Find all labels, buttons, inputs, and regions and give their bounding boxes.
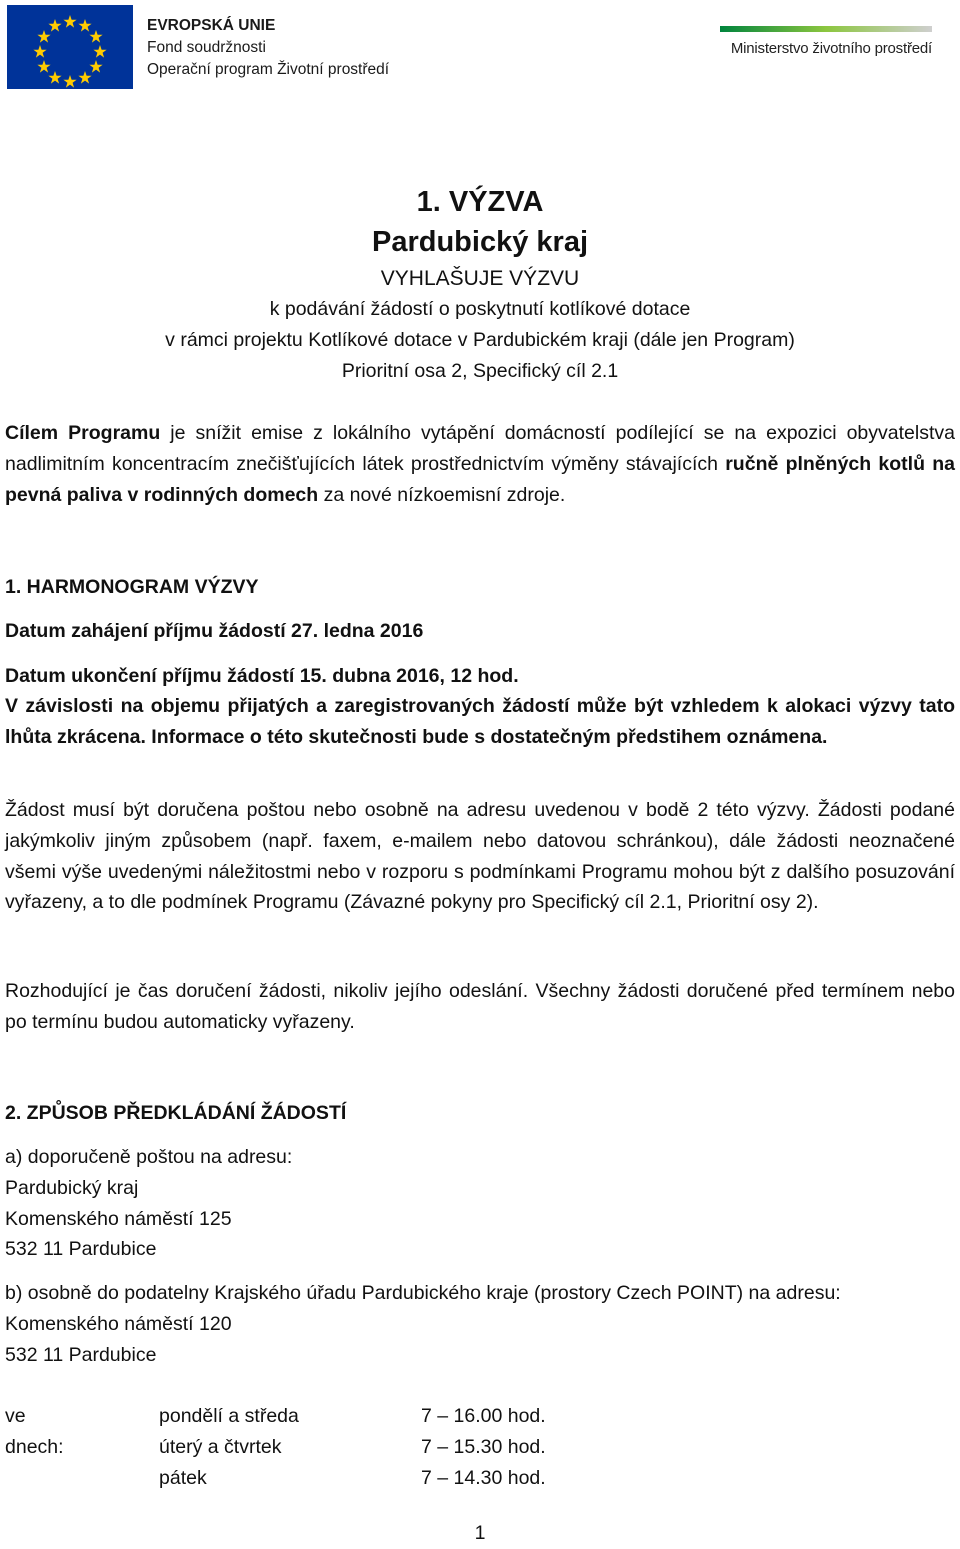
title-line-6: Prioritní osa 2, Specifický cíl 2.1 — [341, 360, 619, 382]
application-start-date: Datum zahájení příjmu žádostí 27. ledna 2016 — [5, 620, 424, 642]
office-hours-time: 7 – 16.00 hod. — [421, 1405, 546, 1427]
decisive-time-paragraph: Rozhodující je čas doručení žádosti, nikoliv jejího odeslání. Všechny žádosti doručené před termínem nebo po termínu budou automaticky vyřazeny. — [5, 980, 955, 1033]
office-hours-time: 7 – 15.30 hod. — [421, 1435, 546, 1458]
office-hours-label: ve dnech: — [5, 1405, 64, 1458]
title-block — [0, 182, 960, 387]
address-b-line-1: Komenského náměstí 120 — [5, 1312, 232, 1335]
option-b-label: b) osobně do podatelny Krajského úřadu Pardubického kraje (prostory Czech POINT) na adresu: — [5, 1282, 841, 1304]
section-2-heading: 2. ZPŮSOB PŘEDKLÁDÁNÍ ŽÁDOSTÍ — [5, 1102, 347, 1124]
intro-bold-2: ručně plněných kotlů na pevná paliva v rodinných domech — [5, 452, 955, 506]
office-hours-time: 7 – 14.30 hod. — [421, 1466, 546, 1489]
address-b-line-2: 532 11 Pardubice — [5, 1343, 157, 1366]
address-a-line-2: Komenského náměstí 125 — [5, 1207, 232, 1230]
eu-line-1: EVROPSKÁ UNIE — [147, 17, 276, 34]
intro-bold-1: Cílem Programu — [5, 422, 161, 444]
title-line-2: Pardubický kraj — [372, 226, 588, 258]
option-b — [5, 1278, 955, 1370]
ministry-color-bar — [720, 26, 932, 32]
address-a-line-3: 532 11 Pardubice — [5, 1238, 157, 1261]
office-hours-days: úterý a čtvrtek — [159, 1435, 282, 1458]
ministry-logo — [720, 26, 932, 57]
title-line-3: VYHLAŠUJE VÝZVU — [380, 267, 580, 290]
ministry-name: Ministerstvo životního prostředí — [730, 40, 932, 57]
intro-text-1: je snížit emise z lokálního vytápění domácností podílející se na expozici obyvatelstva nadlimitním koncentracím znečišťujících látek prostřednictvím výměny stávajících — [5, 422, 955, 475]
office-hours-days: pátek — [159, 1466, 207, 1489]
address-a-line-1: Pardubický kraj — [5, 1176, 139, 1199]
section-1-heading: 1. HARMONOGRAM VÝZVY — [5, 576, 259, 598]
delivery-paragraph: Žádost musí být doručena poštou nebo osobně na adresu uvedenou v bodě 2 této výzvy. Žádosti podané jakýmkoliv jiným způsobem (např. faxem, e-mailem nebo datovou schránkou), dále žádosti neoznačené všemi výše uvedenými náležitostmi nebo v rozporu s podmínkami Programu mohou být z dalšího posuzování vyřazeny, a to dle podmínek Programu (Závazné pokyny pro Specifický cíl 2.1, Prioritní osy 2). — [5, 799, 955, 914]
eu-line-3: Operační program Životní prostředí — [147, 61, 390, 78]
intro-paragraph — [5, 418, 955, 510]
page-number: 1 — [474, 1522, 486, 1544]
title-line-5: v rámci projektu Kotlíkové dotace v Pardubickém kraji (dále jen Program) — [165, 329, 795, 351]
intro-text-2: za nové nízkoemisní zdroje. — [318, 483, 566, 506]
deadline-note: V závislosti na objemu přijatých a zaregistrovaných žádostí může být vzhledem k alokaci výzvy tato lhůta zkrácena. Informace o této skutečnosti bude s dostatečným předstihem oznámena. — [5, 695, 955, 748]
eu-line-2: Fond soudržnosti — [147, 39, 266, 56]
eu-flag-icon — [7, 5, 133, 89]
eu-logo-text — [147, 15, 389, 81]
title-line-4: k podávání žádostí o poskytnutí kotlíkové dotace — [269, 298, 691, 320]
eu-logo — [7, 5, 389, 89]
option-a-label: a) doporučeně poštou na adresu: — [5, 1146, 293, 1168]
option-a — [5, 1142, 955, 1265]
title-line-1: 1. VÝZVA — [416, 186, 544, 218]
application-end-date: Datum ukončení příjmu žádostí 15. dubna 2016, 12 hod. — [5, 665, 519, 687]
office-hours-days: pondělí a středa — [159, 1405, 299, 1427]
eu-stars — [7, 5, 133, 89]
